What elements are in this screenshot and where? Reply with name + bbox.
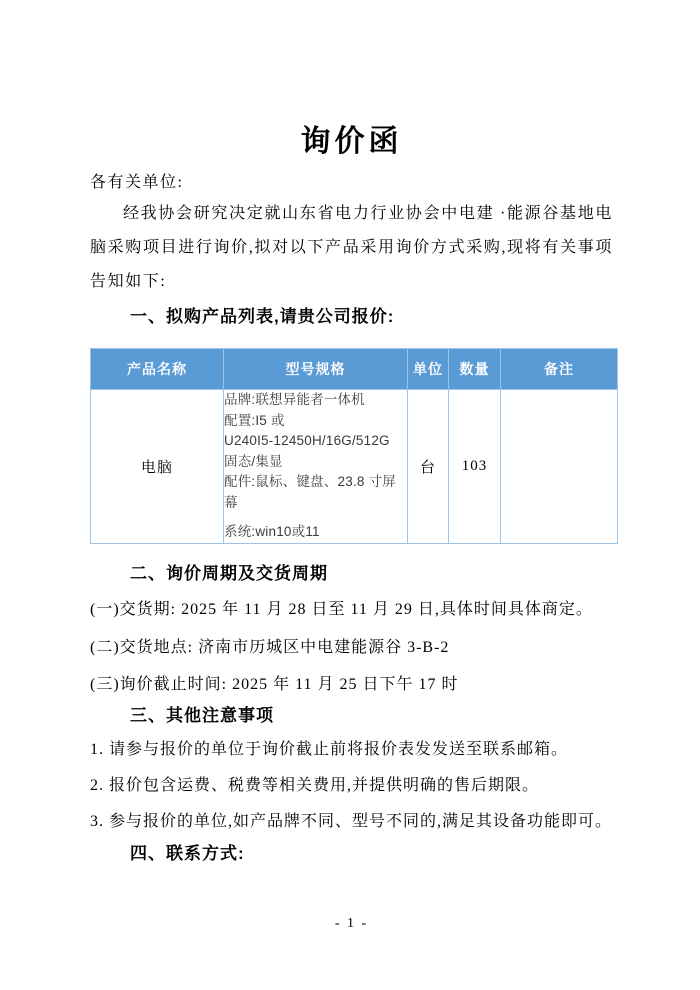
section3-heading: 三、其他注意事项 bbox=[130, 706, 274, 725]
section3-item-3: 3. 参与报价的单位,如产品牌不同、型号不同的,满足其设备功能即可。 bbox=[90, 813, 613, 830]
section1-heading: 一、拟购产品列表,请贵公司报价: bbox=[130, 307, 395, 326]
section3-item-2: 2. 报价包含运费、税费等相关费用,并提供明确的售后期限。 bbox=[90, 777, 540, 794]
column-header-quantity: 数量 bbox=[449, 349, 501, 390]
spec-line-model: U240I5-12450H/16G/512G 固态/集显 bbox=[224, 433, 390, 469]
salutation-line: 各有关单位: bbox=[90, 174, 184, 191]
document-title: 询价函 bbox=[300, 125, 403, 158]
cell-product-name: 电脑 bbox=[91, 390, 224, 544]
section2-item-delivery-date: (一)交货期: 2025 年 11 月 28 日至 11 月 29 日,具体时间具体商定。 bbox=[90, 601, 593, 618]
section2-heading: 二、询价周期及交货周期 bbox=[130, 564, 328, 583]
spec-line-os: 系统:win10或11 bbox=[224, 524, 320, 539]
cell-remark bbox=[501, 390, 618, 544]
product-table bbox=[90, 348, 618, 544]
spec-line-accessories: 配件:鼠标、键盘、23.8 寸屏幕 bbox=[224, 474, 396, 510]
section3-item-1: 1. 请参与报价的单位于询价截止前将报价表发发送至联系邮箱。 bbox=[90, 741, 569, 758]
column-header-product-name: 产品名称 bbox=[91, 349, 224, 390]
section4-heading: 四、联系方式: bbox=[130, 844, 245, 863]
column-header-model-spec: 型号规格 bbox=[224, 349, 408, 390]
section2-item-delivery-place: (二)交货地点: 济南市历城区中电建能源谷 3-B-2 bbox=[90, 639, 450, 656]
page-number: - 1 - bbox=[334, 916, 369, 931]
table-row bbox=[91, 390, 618, 544]
column-header-unit: 单位 bbox=[408, 349, 449, 390]
spec-line-brand: 品牌:联想异能者一体机 bbox=[224, 392, 365, 407]
cell-quantity: 103 bbox=[449, 390, 501, 544]
table-header-row bbox=[91, 349, 618, 390]
cell-model-spec bbox=[224, 390, 408, 544]
section2-item-deadline: (三)询价截止时间: 2025 年 11 月 25 日下午 17 时 bbox=[90, 676, 459, 693]
column-header-remark: 备注 bbox=[501, 349, 618, 390]
intro-paragraph: 经我协会研究决定就山东省电力行业协会中电建 ·能源谷基地电脑采购项目进行询价,拟对以下产品采用询价方式采购,现将有关事项告知如下: bbox=[90, 205, 613, 290]
cell-unit: 台 bbox=[408, 390, 449, 544]
spec-line-config: 配置:I5 或 bbox=[224, 412, 285, 428]
